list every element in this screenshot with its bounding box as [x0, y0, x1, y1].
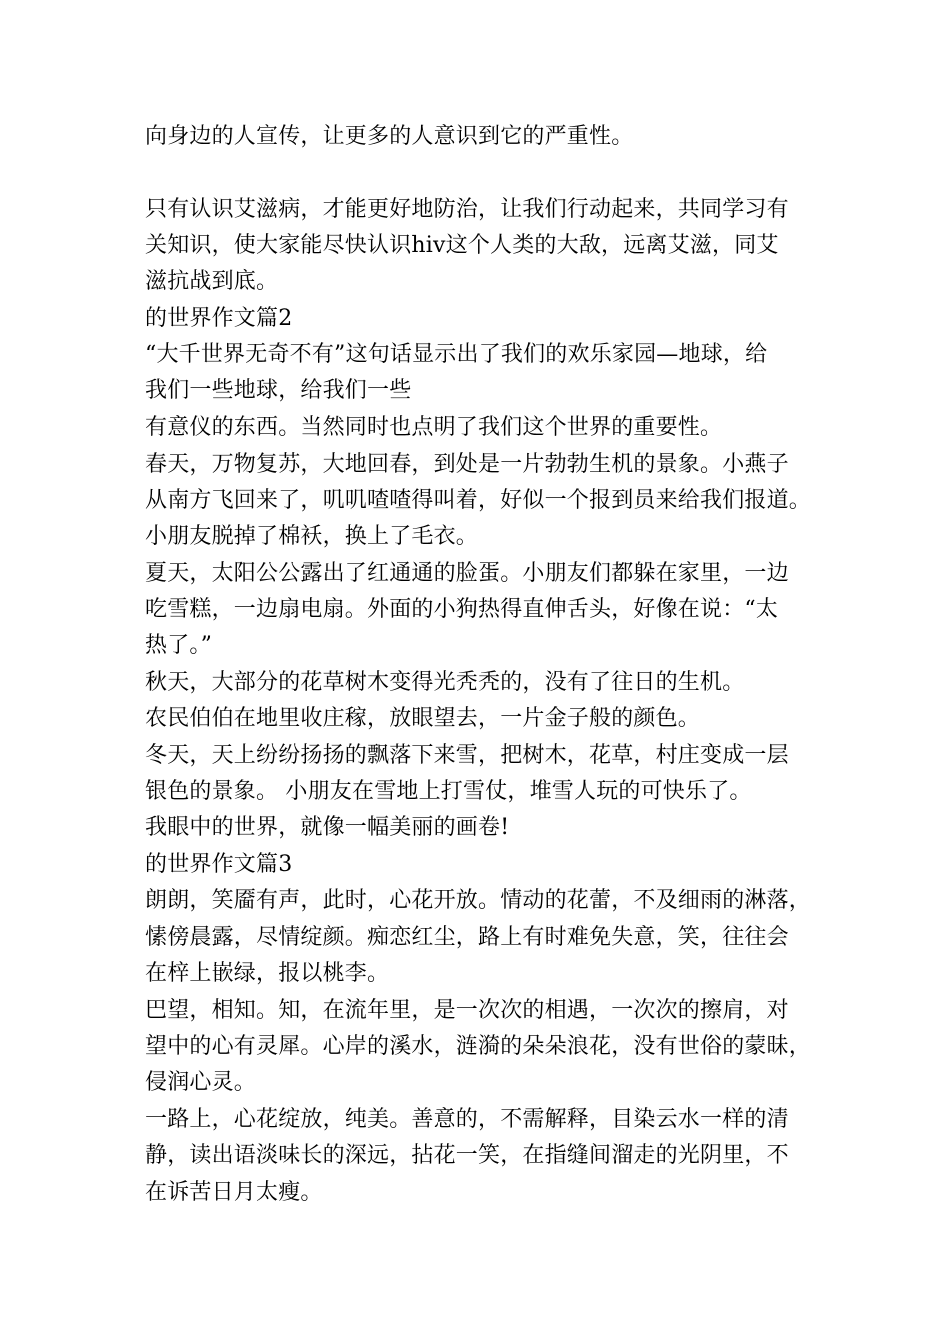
paragraph-line: 侵润心灵。	[145, 1070, 257, 1095]
paragraph-line: 农民伯伯在地里收庄稼，放眼望去，一片金子般的颜色。	[145, 706, 701, 731]
paragraph-line: 春天，万物复苏，大地回春，到处是一片勃勃生机的景象。小燕子	[145, 452, 789, 477]
paragraph-line: “大千世界无奇不有”这句话显示出了我们的欢乐家园—地球，给	[145, 342, 768, 367]
paragraph-line: 小朋友脱掉了棉袄，换上了毛衣。	[145, 524, 479, 549]
paragraph-line: 望中的心有灵犀。心岸的溪水，涟漪的朵朵浪花，没有世俗的蒙昧，	[145, 1034, 812, 1059]
paragraph-line: 我们一些地球，给我们一些	[145, 378, 412, 403]
section-heading: 的世界作文篇2	[145, 306, 293, 331]
paragraph-line: 巴望，相知。知，在流年里，是一次次的相遇，一次次的擦肩，对	[145, 998, 789, 1023]
paragraph-line: 关知识，使大家能尽快认识hiv这个人类的大敌，远离艾滋，同艾	[145, 233, 779, 258]
paragraph-line: 在诉苦日月太瘦。	[145, 1180, 323, 1205]
paragraph-line: 银色的景象。 小朋友在雪地上打雪仗，堆雪人玩的可快乐了。	[145, 779, 752, 804]
paragraph-line: 在梓上嵌绿，报以桃李。	[145, 961, 390, 986]
paragraph-line: 静，读出语淡味长的深远，拈花一笑，在指缝间溜走的光阴里，不	[145, 1143, 789, 1168]
paragraph-line: 我眼中的世界，就像一幅美丽的画卷!	[145, 815, 510, 840]
paragraph-line: 一路上，心花绽放，纯美。善意的，不需解释，目染云水一样的清	[145, 1107, 789, 1132]
paragraph-line: 吃雪糕，一边扇电扇。外面的小狗热得直伸舌头，好像在说：“太	[145, 597, 779, 622]
section-heading: 的世界作文篇3	[145, 852, 293, 877]
paragraph-line: 秋天，大部分的花草树木变得光秃秃的，没有了往日的生机。	[145, 670, 745, 695]
paragraph-line: 愫傍晨露，尽情绽颜。痴恋红尘，路上有时难免失意，笑，往往会	[145, 925, 789, 950]
paragraph-line: 热了。”	[145, 633, 213, 658]
paragraph-line: 向身边的人宣传，让更多的人意识到它的严重性。	[145, 124, 634, 149]
paragraph-line: 冬天，天上纷纷扬扬的飘落下来雪，把树木，花草，村庄变成一层	[145, 743, 789, 768]
paragraph-line: 夏天，太阳公公露出了红通通的脸蛋。小朋友们都躲在家里，一边	[145, 561, 789, 586]
paragraph-line: 滋抗战到底。	[145, 269, 279, 294]
paragraph-line: 朗朗，笑靥有声，此时，心花开放。情动的花蕾，不及细雨的淋落，	[145, 888, 812, 913]
paragraph-line: 有意仪的东西。当然同时也点明了我们这个世界的重要性。	[145, 415, 723, 440]
paragraph-line: 只有认识艾滋病，才能更好地防治，让我们行动起来，共同学习有	[145, 197, 789, 222]
paragraph-line: 从南方飞回来了，叽叽喳喳得叫着，好似一个报到员来给我们报道。	[145, 488, 812, 513]
